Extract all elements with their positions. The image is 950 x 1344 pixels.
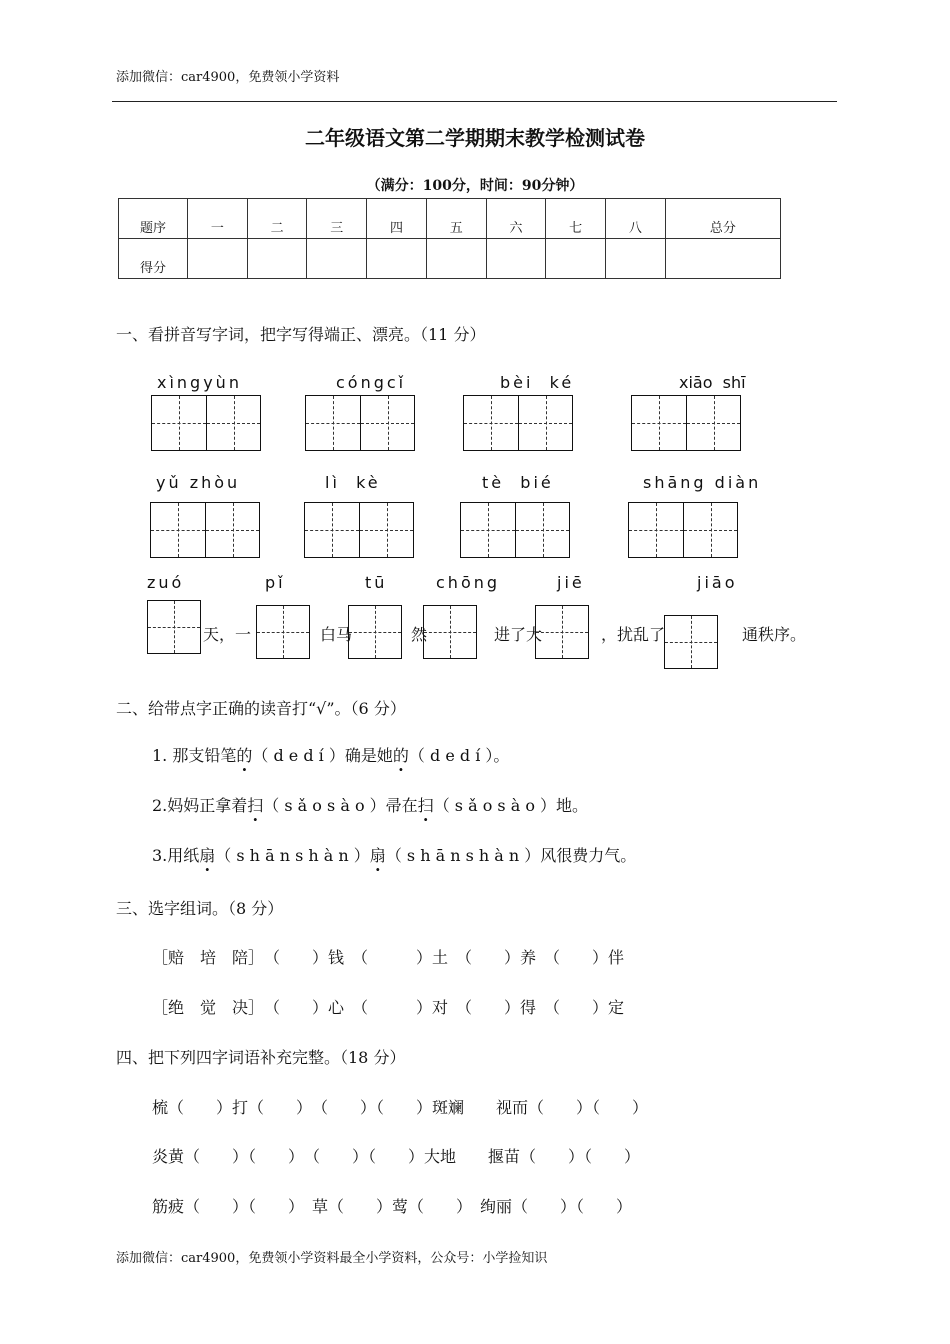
score-input-cell[interactable] <box>426 239 486 279</box>
score-cell: 二 <box>247 199 307 239</box>
sentence-fragment: 白马 <box>320 625 353 644</box>
writing-grid[interactable] <box>151 395 261 451</box>
sentence-fragment: 天，一 <box>203 625 252 644</box>
idiom-line: 筋疲（ ）（ ） 草（ ）莺（ ） 绚丽（ ）（ ） <box>152 1197 633 1216</box>
score-input-cell[interactable] <box>606 239 666 279</box>
writing-box[interactable] <box>423 605 477 659</box>
pinyin-label: tū <box>365 573 388 592</box>
writing-grid[interactable] <box>305 395 415 451</box>
score-cell: 六 <box>486 199 546 239</box>
pinyin-label: shāng diàn <box>643 473 762 492</box>
score-cell: 八 <box>606 199 666 239</box>
writing-grid[interactable] <box>631 395 741 451</box>
section2-heading: 二、给带点字正确的读音打“√”。（6 分） <box>116 699 406 718</box>
writing-box[interactable] <box>256 605 310 659</box>
idiom-line: 炎黄（ ）（ ） （ ）（ ）大地 揠苗（ ）（ ） <box>152 1147 641 1166</box>
dotted-char: 的 <box>236 746 253 765</box>
sentence-fragment: 进了大 <box>494 625 543 644</box>
writing-box[interactable] <box>147 600 201 654</box>
score-cell: 三 <box>307 199 367 239</box>
pinyin-label: pǐ <box>265 573 286 592</box>
pinyin-label: chōng <box>436 573 501 592</box>
writing-grid[interactable] <box>628 502 738 558</box>
header-divider <box>112 101 837 102</box>
header-note: 添加微信：car4900，免费领小学资料 <box>116 70 340 85</box>
score-cell: 五 <box>426 199 486 239</box>
score-table-header-row <box>119 199 781 239</box>
question-item-2: 2.妈妈正拿着扫（ s ǎ o s à o ）帚在扫（ s ǎ o s à o ）地。 <box>152 796 589 815</box>
dotted-char: 扫 <box>247 796 264 815</box>
writing-grid[interactable] <box>304 502 414 558</box>
footer-note: 添加微信：car4900，免费领小学资料最全小学资料，公众号：小学捡知识 <box>116 1251 548 1266</box>
score-cell: 一 <box>188 199 248 239</box>
pinyin-label: bèi ké <box>500 373 575 392</box>
pinyin-label: xiāo shī <box>679 373 746 392</box>
writing-grid[interactable] <box>150 502 260 558</box>
writing-box[interactable] <box>348 605 402 659</box>
idiom-line: 梳（ ）打（ ） （ ）（ ）斑斓 视而（ ）（ ） <box>152 1098 649 1117</box>
score-row-label: 得分 <box>119 239 188 279</box>
score-input-cell[interactable] <box>665 239 780 279</box>
page-title: 二年级语文第二学期期末教学检测试卷 <box>305 126 645 150</box>
sentence-fragment: 然 <box>411 625 428 644</box>
word-choice-line: ［绝 觉 决］ （ ）心 （ ）对 （ ）得 （ ）定 <box>152 998 625 1017</box>
pinyin-label: zuó <box>147 573 185 592</box>
score-cell: 题序 <box>119 199 188 239</box>
question-item-3: 3.用纸扇（ s h ā n s h à n ）扇（ s h ā n s h à n ）风很费力气。 <box>152 846 637 865</box>
section3-heading: 三、选字组词。（8 分） <box>116 899 284 918</box>
writing-grid[interactable] <box>460 502 570 558</box>
score-input-cell[interactable] <box>188 239 248 279</box>
writing-box[interactable] <box>664 615 718 669</box>
pinyin-label: yǔ zhòu <box>156 473 241 492</box>
section4-heading: 四、把下列四字词语补充完整。（18 分） <box>116 1048 406 1067</box>
sentence-fragment: 通秩序。 <box>742 625 807 644</box>
dotted-char: 扫 <box>417 796 434 815</box>
pinyin-label: tè bié <box>482 473 554 492</box>
score-input-cell[interactable] <box>307 239 367 279</box>
score-input-cell[interactable] <box>247 239 307 279</box>
score-input-cell[interactable] <box>367 239 427 279</box>
score-cell: 总分 <box>665 199 780 239</box>
question-item-1: 1. 那支铅笔的（ d e d í ）确是她的（ d e d í ）。 <box>152 746 510 765</box>
pinyin-label: lì kè <box>325 473 381 492</box>
dotted-char: 扇 <box>369 846 386 865</box>
score-input-cell[interactable] <box>546 239 606 279</box>
writing-box[interactable] <box>535 605 589 659</box>
score-cell: 四 <box>367 199 427 239</box>
pinyin-label: cóngcǐ <box>336 373 407 392</box>
dotted-char: 的 <box>392 746 409 765</box>
pinyin-label: jiē <box>557 573 585 592</box>
pinyin-label: xìngyùn <box>157 373 242 392</box>
page-subtitle: （满分：100分，时间：90分钟） <box>366 178 584 194</box>
writing-grid[interactable] <box>463 395 573 451</box>
word-choice-line: ［赔 培 陪］ （ ）钱 （ ）土 （ ）养 （ ）伴 <box>152 948 625 967</box>
dotted-char: 扇 <box>199 846 216 865</box>
pinyin-label: jiāo <box>697 573 738 592</box>
sentence-fragment: ，扰乱了 <box>601 625 666 644</box>
score-cell: 七 <box>546 199 606 239</box>
score-input-cell[interactable] <box>486 239 546 279</box>
score-table <box>118 198 781 279</box>
section1-heading: 一、看拼音写字词，把字写得端正、漂亮。（11 分） <box>116 325 486 344</box>
score-table-score-row <box>119 239 781 279</box>
